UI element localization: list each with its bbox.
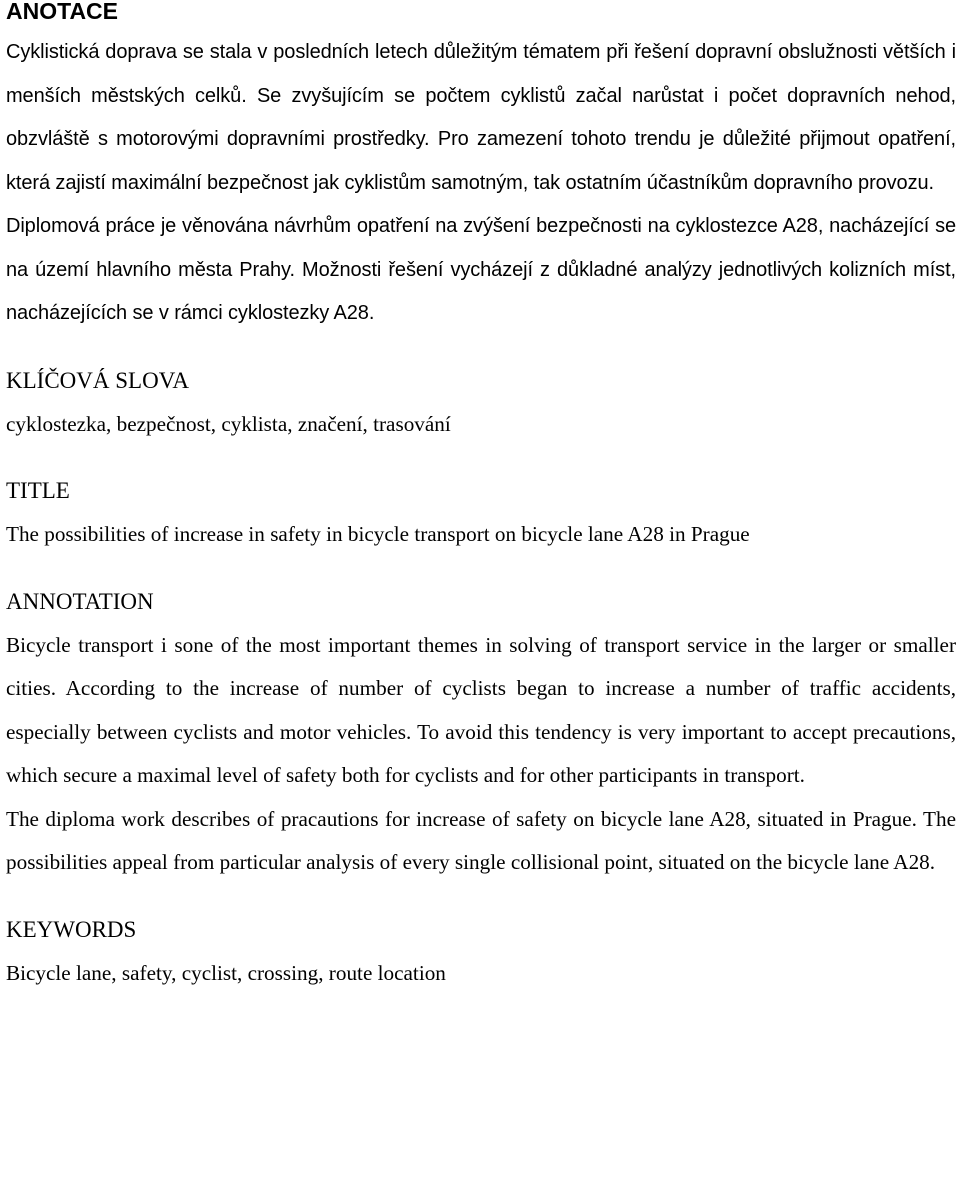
keywords-text: Bicycle lane, safety, cyclist, crossing, route location — [6, 960, 446, 985]
klicova-slova-section — [6, 368, 956, 447]
annotation-section — [6, 589, 956, 885]
annotation-paragraph-1: Bicycle transport i sone of the most important themes in solving of transport service in the larger or smaller cities. According to the increase of number of cyclists began to increase a number of traffic accidents, especially between cyclists and motor vehicles. To avoid this tendency is very important to accept precautions, which secure a maximal level of safety both for cyclists and for other participants in transport. — [6, 632, 956, 787]
title-text: The possibilities of increase in safety in bicycle transport on bicycle lane A28 in Prague — [6, 522, 750, 546]
title-heading: TITLE — [6, 478, 70, 503]
keywords-section — [6, 917, 956, 996]
title-section — [6, 478, 956, 557]
document-page — [6, 0, 956, 995]
klicova-slova-heading: KLÍČOVÁ SLOVA — [6, 367, 189, 393]
anotace-paragraph-2: Diplomová práce je věnována návrhům opatření na zvýšení bezpečnosti na cyklostezce A28, nacházející se na území hlavního města Prahy. Možnosti řešení vycházejí z důkladné analýzy jednotlivých kolizních míst, nacházejících se v rámci cyklostezky A28. — [6, 215, 956, 324]
klicova-slova-text: cyklostezka, bezpečnost, cyklista, značení, trasování — [6, 411, 451, 436]
anotace-heading: ANOTACE — [6, 0, 119, 24]
keywords-heading: KEYWORDS — [6, 916, 137, 942]
anotace-paragraph-1: Cyklistická doprava se stala v posledních letech důležitým tématem při řešení dopravní obslužnosti větších i menších městských celků. Se zvyšujícím se počtem cyklistů začal narůstat i počet dopravních nehod, obzvláště s motorovými dopravními prostředky. Pro zamezení tohoto trendu je důležité přijmout opatření, která zajistí maximální bezpečnost jak cyklistům samotným, tak ostatním účastníkům dopravního provozu. — [6, 41, 956, 194]
anotace-section — [6, 0, 956, 336]
annotation-heading: ANNOTATION — [6, 588, 154, 614]
annotation-paragraph-2: The diploma work describes of pracautions for increase of safety on bicycle lane A28, situated in Prague. The possibilities appeal from particular analysis of every single collisional point, situated on the bicycle lane A28. — [6, 806, 956, 874]
